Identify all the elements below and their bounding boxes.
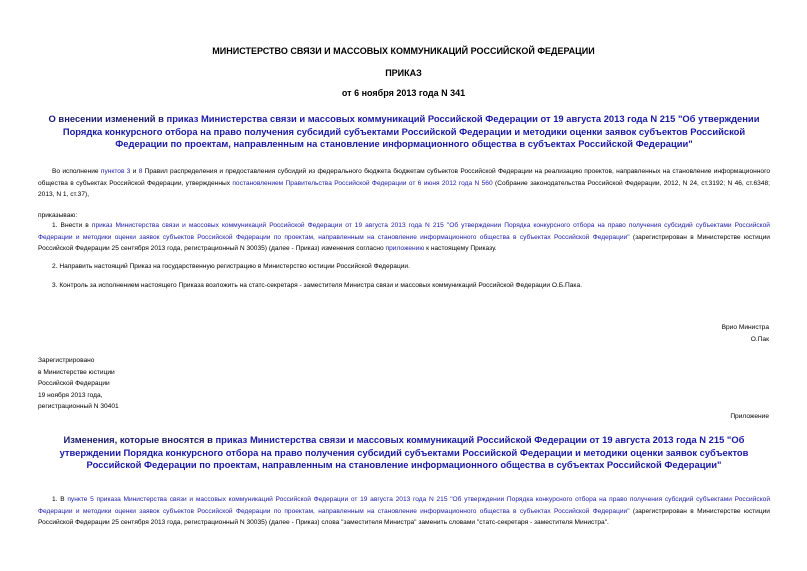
appendix-title-link[interactable]: приказ Министерства связи и массовых коммуникаций Российской Федерации от 19 августа 2013 года N 215 "Об утверждении Порядка конкурсного отбора на право получения субсидий субъектами Российской Федерации и методики оценки заявок субъектов Российской Федерации по проектам, направленным на становление информационного общества в субъектах Российской Федерации" (59, 434, 749, 470)
registration-line: регистрационный N 30401 (38, 403, 119, 410)
intro-link-punkt8[interactable]: 8 (138, 168, 143, 175)
appendix-title (38, 434, 770, 472)
doc-type-heading: ПРИКАЗ (385, 68, 422, 78)
appendix-item-1-paragraph (38, 494, 770, 529)
order-title-prefix: О внесении изменений в (48, 113, 167, 124)
registration-line: Зарегистрировано (38, 357, 95, 364)
appendix-item1-link[interactable]: пункте 5 приказа Министерства связи и массовых коммуникаций Российской Федерации от 19 августа 2013 года N 215 "Об утверждении Порядка конкурсного отбора на право получения субсидий субъектами Российской Федерации и методики оценки заявок субъектов Российской Федерации по проектам, направленным на становление информационного общества в субъектах Российской Федерации" (38, 496, 771, 515)
registration-line: 19 ноября 2013 года, (38, 391, 103, 399)
registration-line: в Министерстве юстиции (38, 368, 115, 376)
item-3-paragraph: 3. Контроль за исполнением настоящего Приказа возложить на статс-секретаря - заместителя Министра связи и массовых коммуникаций Российской Федерации О.Б.Пака. (52, 282, 582, 289)
intro-link-punkt3[interactable]: пунктов 3 (100, 168, 131, 175)
signature-position: Врио Министра (721, 324, 769, 331)
signature-name: О.Пак (750, 335, 769, 343)
registration-line: Российской Федерации (38, 380, 110, 387)
item1-link-prikaz[interactable]: приказ Министерства связи и массовых коммуникаций Российской Федерации от 19 августа 2013 года N 215 "Об утверждении Порядка конкурсного отбора на право получения субсидий субъектами Российской Федерации и методики оценки заявок субъектов Российской Федерации по проектам, направленным на становление информационного общества в субъектах Российской Федерации" (38, 222, 770, 241)
intro-text-2: и (130, 168, 139, 175)
appendix-item1-text-1: 1. В (52, 496, 68, 503)
intro-text-3: Правил распределения и предоставления субсидий из федерального бюджета бюджетам субъектов Российской Федерации на реализацию проектов, направленных на становление информационного общества в субъектах Российской Федерации, утвержденных (38, 168, 770, 187)
item1-text-1: 1. Внести в (52, 222, 92, 229)
signature-block (722, 322, 769, 345)
ministry-heading: МИНИСТЕРСТВО СВЯЗИ И МАССОВЫХ КОММУНИКАЦИЙ РОССИЙСКОЙ ФЕДЕРАЦИИ (212, 46, 595, 56)
date-number-heading: от 6 ноября 2013 года N 341 (341, 88, 466, 98)
intro-paragraph (38, 166, 770, 201)
item1-link-prilozhenie[interactable]: приложению (385, 245, 425, 252)
item-1-paragraph (38, 220, 770, 255)
appendix-title-prefix: Изменения, которые вносятся в (63, 434, 216, 445)
appendix-item1-text-2: (зарегистрирован в Министерстве юстиции Российской Федерации 25 сентября 2013 года, регистрационный N 30035) (далее - Приказ) слова "заместителя Министра" заменить словами "статс-секретаря - заместителя Министра". (38, 507, 770, 526)
item1-text-3: к настоящему Приказу. (424, 245, 497, 252)
order-title (38, 113, 770, 151)
item1-text-2: (зарегистрирован в Министерстве юстиции Российской Федерации 25 сентября 2013 года, регистрационный N 30035) (далее - Приказ) изменения согласно (38, 233, 770, 252)
registration-block (38, 355, 119, 413)
item-2-paragraph: 2. Направить настоящий Приказ на государственную регистрацию в Министерство юстиции Российской Федерации. (52, 263, 410, 270)
intro-link-postanovlenie[interactable]: постановлением Правительства Российской Федерации от 6 июня 2012 года N 560 (232, 179, 493, 187)
appendix-label: Приложение (730, 413, 769, 420)
prikazyvayu-text: приказываю: (38, 212, 78, 219)
intro-text-4: (Собрание законодательства Российской Федерации, 2012, N 24, ст.3192; N 46, ст.6348; 2013, N 1, ст.37), (38, 179, 770, 198)
order-title-link[interactable]: приказ Министерства связи и массовых коммуникаций Российской Федерации от 19 августа 2013 года N 215 "Об утверждении Порядка конкурсного отбора на право получения субсидий субъектами Российской Федерации и методики оценки заявок субъектов Российской Федерации по проектам, направленным на становление информационного общества в субъектах Российской Федерации" (62, 113, 760, 149)
intro-text-1: Во исполнение (52, 168, 101, 175)
